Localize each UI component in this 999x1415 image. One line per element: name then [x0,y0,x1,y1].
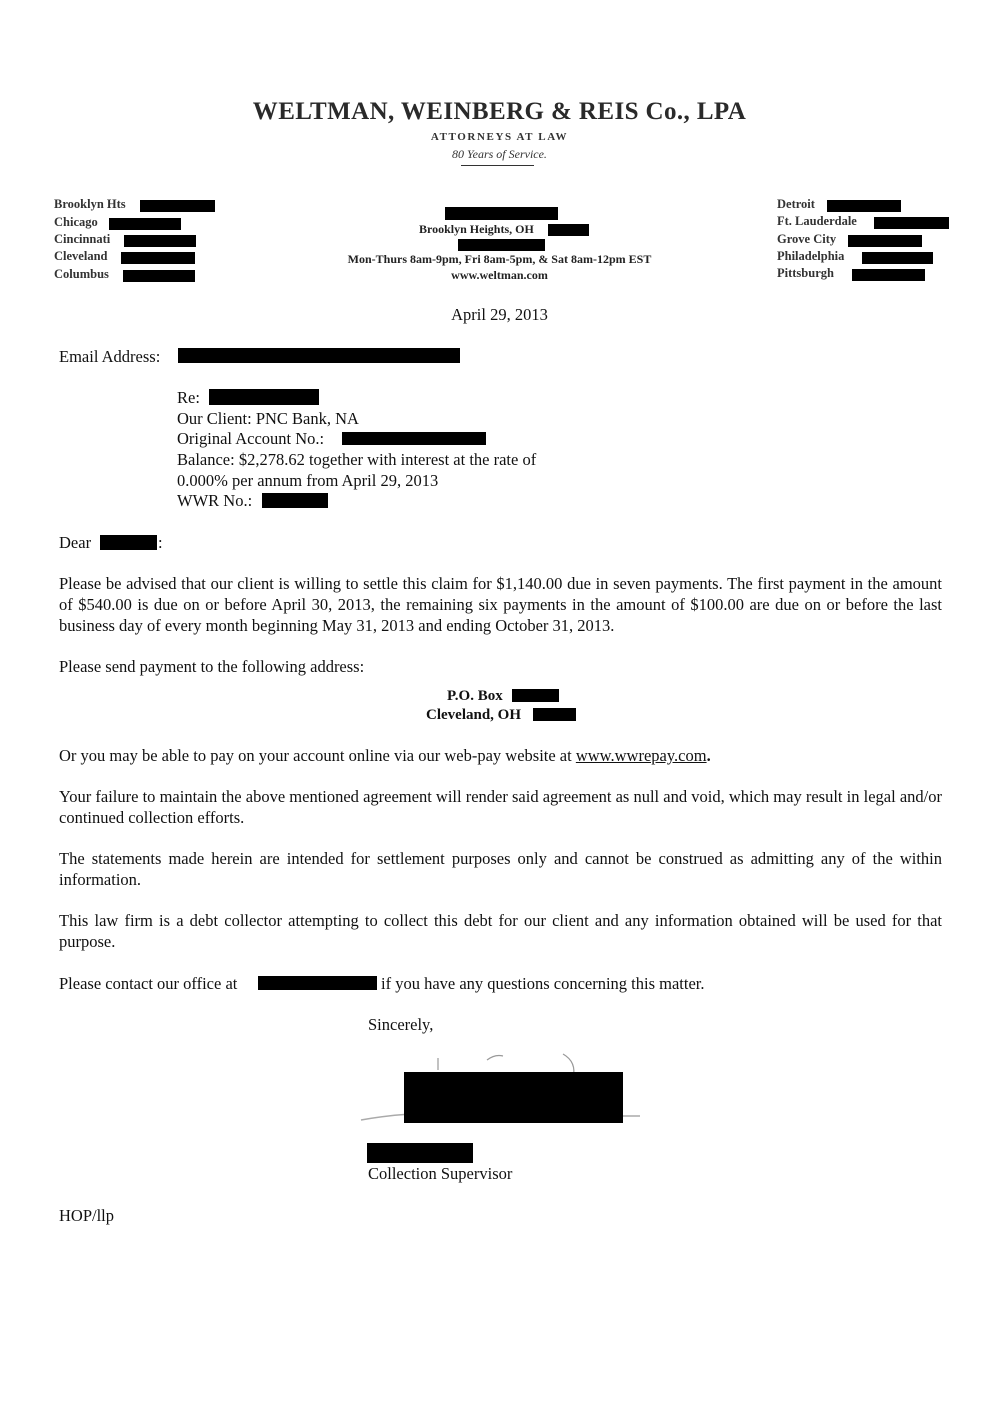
center-city: Brooklyn Heights, OH [419,222,534,236]
tagline-divider [461,165,534,166]
statements-paragraph: The statements made herein are intended for settlement purposes only and cannot be construed as admitting any of the within information. [59,849,942,889]
redacted-signature [404,1072,623,1123]
account-label: Original Account No.: [177,429,325,448]
wwrepay-link[interactable]: www.wwrepay.com [575,746,707,765]
client-line: Our Client: PNC Bank, NA [177,409,359,428]
office-ft-lauderdale: Ft. Lauderdale [777,214,857,228]
online-payment-text: Or you may be able to pay on your account online via our web-pay website at [59,746,572,765]
redacted-account-number [342,432,486,445]
office-cincinnati: Cincinnati [54,232,111,246]
redacted-phone [848,235,922,247]
redacted-phone [109,218,181,230]
redacted-po-box [512,689,559,702]
letter-date: April 29, 2013 [451,305,548,324]
debt-collector-paragraph: This law firm is a debt collector attempting to collect this debt for our client and any information obtained will be used for that purpose. [59,911,942,951]
balance-line-1: Balance: $2,278.62 together with interest at the rate of [177,450,537,469]
firm-website[interactable]: www.weltman.com [451,268,548,282]
office-detroit: Detroit [777,197,815,211]
redacted-name [100,535,157,550]
office-philadelphia: Philadelphia [777,249,845,263]
redacted-wwr-number [262,493,328,508]
re-label: Re: [177,388,200,407]
redacted-office-phone [258,976,377,990]
redacted-zip [548,224,589,236]
online-payment-period: . [706,746,711,765]
office-grove-city: Grove City [777,232,837,246]
salutation: Dear [59,533,92,552]
office-hours: Mon-Thurs 8am-9pm, Fri 8am-5pm, & Sat 8am-12pm EST [347,252,652,266]
failure-paragraph: Your failure to maintain the above mentioned agreement will render said agreement as null and void, which may result in legal and/or continued collection efforts. [59,787,942,827]
settlement-paragraph: Please be advised that our client is willing to settle this claim for $1,140.00 due in seven payments. The first payment in the amount of $540.00 is due on or before April 30, 2013, the remaining six payments in the amount of $100.00 are due on or before the last business day of every month beginning May 31, 2013 and ending October 31, 2013. [59,574,942,635]
closing: Sincerely, [368,1015,434,1034]
redacted-phone [458,239,545,251]
email-label: Email Address: [59,347,161,366]
contact-end: if you have any questions concerning this matter. [381,974,705,993]
office-cleveland: Cleveland [54,249,108,263]
payment-intro: Please send payment to the following address: [59,657,365,676]
online-payment-line [59,745,711,766]
contact-start: Please contact our office at [59,974,238,993]
redacted-street-address [445,207,558,220]
firm-name: WELTMAN, WEINBERG & REIS Co., LPA [252,98,747,125]
redacted-po-zip [533,708,576,721]
redacted-email [178,348,460,363]
redacted-phone [124,235,196,247]
balance-line-2: 0.000% per annum from April 29, 2013 [177,471,439,490]
wwr-label: WWR No.: [177,491,253,510]
office-columbus: Columbus [54,267,109,281]
po-city: Cleveland, OH [426,707,522,723]
office-chicago: Chicago [54,215,98,229]
po-box-label: P.O. Box [447,688,503,704]
firm-subtitle: ATTORNEYS AT LAW [430,131,569,143]
signer-title: Collection Supervisor [368,1164,513,1183]
reference-initials: HOP/llp [59,1206,115,1225]
redacted-phone [874,217,949,229]
redacted-phone [140,200,215,212]
office-brooklyn-hts: Brooklyn Hts [54,197,126,211]
firm-tagline: 80 Years of Service. [452,147,547,161]
redacted-signer-name [367,1143,473,1163]
office-pittsburgh: Pittsburgh [777,266,834,280]
redacted-phone [827,200,901,212]
redacted-reference [209,389,319,405]
salutation-colon: : [158,533,163,552]
